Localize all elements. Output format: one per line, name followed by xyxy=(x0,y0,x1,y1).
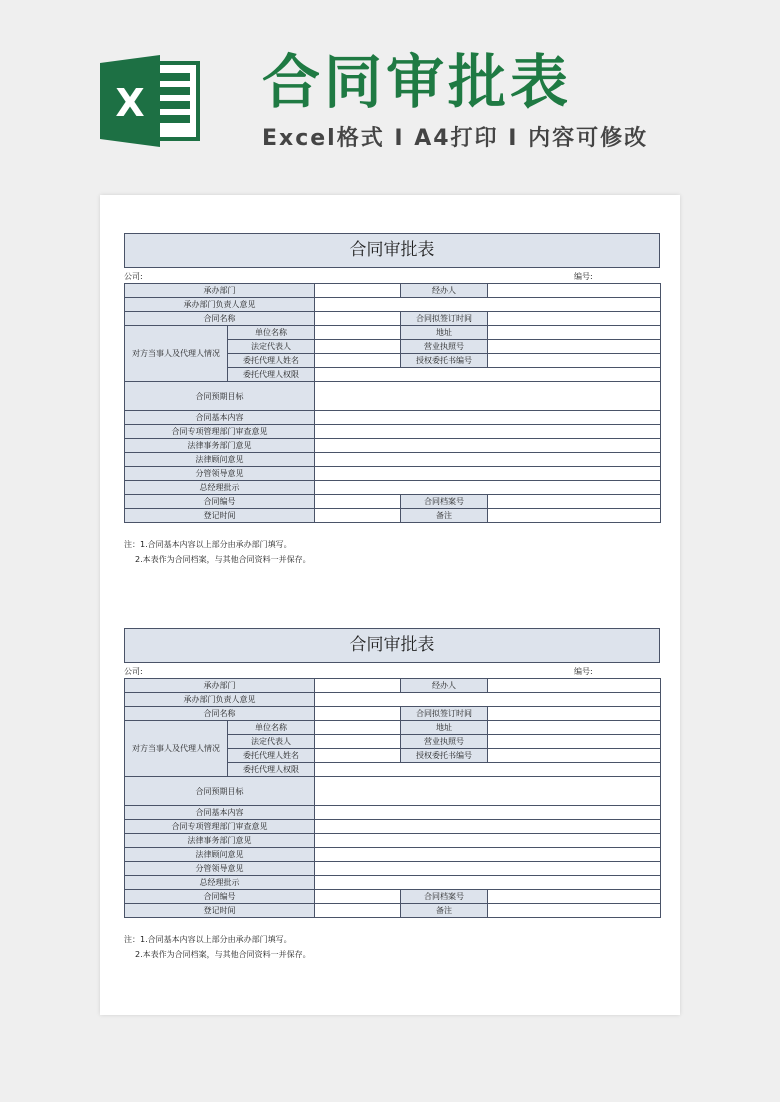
approval-form-1 xyxy=(124,233,660,567)
label-counterparty: 对方当事人及代理人情况 xyxy=(125,326,228,382)
contract-no-cell[interactable] xyxy=(315,890,401,904)
label-legal-rep: 法定代表人 xyxy=(228,340,315,354)
note-2: 2.本表作为合同档案，与其他合同资料一并保存。 xyxy=(135,950,311,959)
approval-form-2 xyxy=(124,628,660,962)
target-cell[interactable] xyxy=(315,777,661,806)
license-cell[interactable] xyxy=(488,340,661,354)
legal-dept-cell[interactable] xyxy=(315,834,661,848)
label-legal-rep: 法定代表人 xyxy=(228,735,315,749)
label-gm: 总经理批示 xyxy=(125,876,315,890)
label-address: 地址 xyxy=(401,326,488,340)
label-auth-no: 授权委托书编号 xyxy=(401,354,488,368)
dept-head-cell[interactable] xyxy=(315,693,661,707)
auth-no-cell[interactable] xyxy=(488,354,661,368)
label-unit-name: 单位名称 xyxy=(228,721,315,735)
dept-cell[interactable] xyxy=(315,679,401,693)
handler-cell[interactable] xyxy=(488,284,661,298)
unit-name-cell[interactable] xyxy=(315,326,401,340)
label-dept: 承办部门 xyxy=(125,679,315,693)
sign-time-cell[interactable] xyxy=(488,312,661,326)
license-cell[interactable] xyxy=(488,735,661,749)
note-1: 注：1.合同基本内容以上部分由承办部门填写。 xyxy=(124,540,292,549)
agent-name-cell[interactable] xyxy=(315,749,401,763)
label-license: 营业执照号 xyxy=(401,340,488,354)
note-2: 2.本表作为合同档案，与其他合同资料一并保存。 xyxy=(135,555,311,564)
label-target: 合同预期目标 xyxy=(125,382,315,411)
legal-rep-cell[interactable] xyxy=(315,735,401,749)
label-contract-no: 合同编号 xyxy=(125,890,315,904)
address-cell[interactable] xyxy=(488,326,661,340)
archive-no-cell[interactable] xyxy=(488,495,661,509)
banner-title: 合同审批表 xyxy=(262,48,573,116)
reg-time-cell[interactable] xyxy=(315,904,401,918)
logo-letter: X xyxy=(115,81,145,125)
agent-name-cell[interactable] xyxy=(315,354,401,368)
form-title: 合同审批表 xyxy=(124,628,660,663)
document-page xyxy=(100,195,680,1015)
contract-no-cell[interactable] xyxy=(315,495,401,509)
contract-name-cell[interactable] xyxy=(315,312,401,326)
label-license: 营业执照号 xyxy=(401,735,488,749)
label-leader: 分管领导意见 xyxy=(125,862,315,876)
handler-cell[interactable] xyxy=(488,679,661,693)
label-archive-no: 合同档案号 xyxy=(401,890,488,904)
address-cell[interactable] xyxy=(488,721,661,735)
legal-dept-cell[interactable] xyxy=(315,439,661,453)
counsel-cell[interactable] xyxy=(315,848,661,862)
target-cell[interactable] xyxy=(315,382,661,411)
label-legal-dept: 法律事务部门意见 xyxy=(125,439,315,453)
contract-name-cell[interactable] xyxy=(315,707,401,721)
label-agent-authority: 委托代理人权限 xyxy=(228,368,315,382)
counsel-cell[interactable] xyxy=(315,453,661,467)
legal-rep-cell[interactable] xyxy=(315,340,401,354)
approval-table xyxy=(124,678,661,918)
label-auth-no: 授权委托书编号 xyxy=(401,749,488,763)
label-reg-time: 登记时间 xyxy=(125,904,315,918)
form-notes xyxy=(124,537,660,567)
banner-subtitle: Excel格式 I A4打印 I 内容可修改 xyxy=(262,126,649,151)
label-dept: 承办部门 xyxy=(125,284,315,298)
label-dept-head: 承办部门负责人意见 xyxy=(125,298,315,312)
label-unit-name: 单位名称 xyxy=(228,326,315,340)
auth-no-cell[interactable] xyxy=(488,749,661,763)
label-remark: 备注 xyxy=(401,904,488,918)
label-handler: 经办人 xyxy=(401,284,488,298)
label-dept-head: 承办部门负责人意见 xyxy=(125,693,315,707)
gm-cell[interactable] xyxy=(315,876,661,890)
label-gm: 总经理批示 xyxy=(125,481,315,495)
label-special-dept: 合同专项管理部门审查意见 xyxy=(125,425,315,439)
label-target: 合同预期目标 xyxy=(125,777,315,806)
leader-cell[interactable] xyxy=(315,862,661,876)
label-counterparty: 对方当事人及代理人情况 xyxy=(125,721,228,777)
company-label: 公司: xyxy=(124,272,143,281)
archive-no-cell[interactable] xyxy=(488,890,661,904)
label-sign-time: 合同拟签订时间 xyxy=(401,707,488,721)
label-special-dept: 合同专项管理部门审查意见 xyxy=(125,820,315,834)
approval-table xyxy=(124,283,661,523)
label-content: 合同基本内容 xyxy=(125,806,315,820)
label-handler: 经办人 xyxy=(401,679,488,693)
number-label: 编号: xyxy=(574,272,593,281)
special-dept-cell[interactable] xyxy=(315,820,661,834)
label-contract-no: 合同编号 xyxy=(125,495,315,509)
remark-cell[interactable] xyxy=(488,904,661,918)
dept-head-cell[interactable] xyxy=(315,298,661,312)
label-remark: 备注 xyxy=(401,509,488,523)
content-cell[interactable] xyxy=(315,806,661,820)
special-dept-cell[interactable] xyxy=(315,425,661,439)
excel-logo-icon xyxy=(100,55,200,147)
label-counsel: 法律顾问意见 xyxy=(125,848,315,862)
number-label: 编号: xyxy=(574,667,593,676)
agent-authority-cell[interactable] xyxy=(315,763,661,777)
label-contract-name: 合同名称 xyxy=(125,707,315,721)
form-title: 合同审批表 xyxy=(124,233,660,268)
label-address: 地址 xyxy=(401,721,488,735)
gm-cell[interactable] xyxy=(315,481,661,495)
label-contract-name: 合同名称 xyxy=(125,312,315,326)
label-reg-time: 登记时间 xyxy=(125,509,315,523)
label-archive-no: 合同档案号 xyxy=(401,495,488,509)
content-cell[interactable] xyxy=(315,411,661,425)
reg-time-cell[interactable] xyxy=(315,509,401,523)
remark-cell[interactable] xyxy=(488,509,661,523)
label-legal-dept: 法律事务部门意见 xyxy=(125,834,315,848)
label-counsel: 法律顾问意见 xyxy=(125,453,315,467)
label-sign-time: 合同拟签订时间 xyxy=(401,312,488,326)
label-agent-name: 委托代理人姓名 xyxy=(228,749,315,763)
label-agent-authority: 委托代理人权限 xyxy=(228,763,315,777)
label-leader: 分管领导意见 xyxy=(125,467,315,481)
form-notes xyxy=(124,932,660,962)
dept-cell[interactable] xyxy=(315,284,401,298)
leader-cell[interactable] xyxy=(315,467,661,481)
note-1: 注：1.合同基本内容以上部分由承办部门填写。 xyxy=(124,935,292,944)
label-agent-name: 委托代理人姓名 xyxy=(228,354,315,368)
agent-authority-cell[interactable] xyxy=(315,368,661,382)
unit-name-cell[interactable] xyxy=(315,721,401,735)
company-label: 公司: xyxy=(124,667,143,676)
label-content: 合同基本内容 xyxy=(125,411,315,425)
sign-time-cell[interactable] xyxy=(488,707,661,721)
